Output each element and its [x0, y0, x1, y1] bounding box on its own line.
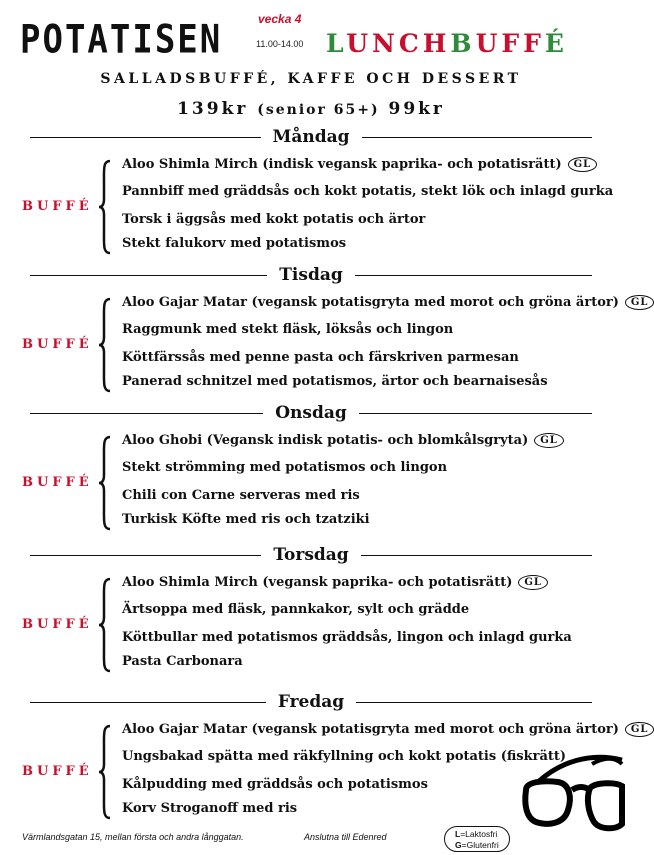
day-header — [30, 401, 592, 425]
address: Värmlandsgatan 15, mellan första och andra långgatan. — [22, 832, 244, 842]
title-letter: C — [398, 29, 423, 58]
menu-item-text: Aloo Shimla Mirch (vegansk paprika- och potatisrätt) — [122, 575, 513, 590]
menu-item — [122, 512, 370, 527]
divider-line — [356, 702, 592, 703]
price-senior-label: (senior 65+) — [257, 102, 380, 118]
menu-item — [122, 630, 572, 645]
legend-gluten — [455, 840, 509, 851]
menu-item-text: Panerad schnitzel med potatismos, ärtor och bearnaisesås — [122, 374, 548, 389]
menu-item — [122, 488, 360, 503]
divider-line — [362, 137, 593, 138]
divider-line — [361, 555, 592, 556]
legend-lactose — [455, 829, 509, 840]
menu-item-text: Chili con Carne serveras med ris — [122, 488, 360, 503]
gl-badge: GL — [518, 575, 548, 590]
day-header — [30, 690, 592, 714]
menu-item — [122, 460, 447, 475]
menu-item — [122, 295, 654, 310]
title-letter: N — [372, 29, 399, 58]
subtitle: SALLADSBUFFÉ, KAFFE OCH DESSERT — [100, 71, 522, 87]
menu-item — [122, 575, 548, 590]
menu-item-text: Köttfärssås med penne pasta och färskriven parmesan — [122, 350, 519, 365]
menu-item-text: Korv Stroganoff med ris — [122, 801, 298, 816]
gl-badge: GL — [568, 157, 598, 172]
title-letter: U — [475, 29, 502, 58]
menu-item — [122, 212, 425, 227]
opening-hours: 11.00-14.00 — [256, 39, 304, 49]
menu-item — [122, 374, 548, 389]
menu-item — [122, 433, 564, 448]
lunchbuffe-title — [326, 29, 568, 58]
potatisen-logo: POTATISEN — [20, 17, 223, 63]
edenred-note: Anslutna till Edenred — [304, 832, 387, 842]
menu-item-text: Turkisk Köfte med ris och tzatziki — [122, 512, 370, 527]
divider-line — [30, 275, 267, 276]
legend-l-key: L — [455, 829, 461, 839]
buffe-label: BUFFÉ — [22, 199, 93, 214]
divider-line — [30, 555, 261, 556]
glasses-illustration — [520, 742, 622, 834]
title-letter: É — [544, 29, 568, 58]
divider-line — [355, 275, 592, 276]
menu-item — [122, 722, 654, 737]
menu-item-text: Ärtsoppa med fläsk, pannkakor, sylt och grädde — [122, 602, 470, 617]
menu-item-text: Pannbiff med gräddsås och kokt potatis, stekt lök och inlagd gurka — [122, 184, 614, 199]
buffe-label: BUFFÉ — [22, 337, 93, 352]
legend-g-key: G — [455, 840, 462, 850]
title-letter: F — [523, 29, 545, 58]
brace-icon — [98, 724, 112, 820]
day-name: Tisdag — [279, 265, 343, 285]
divider-line — [30, 137, 261, 138]
menu-item-text: Aloo Shimla Mirch (indisk vegansk paprika- och potatisrätt) — [122, 157, 562, 172]
menu-item — [122, 654, 243, 669]
day-header — [30, 543, 592, 567]
day-name: Fredag — [277, 692, 345, 712]
day-name: Måndag — [272, 127, 350, 147]
week-label: vecka 4 — [258, 12, 302, 26]
menu-item-text: Aloo Gajar Matar (vegansk potatisgryta med morot och gröna ärtor) — [122, 295, 619, 310]
title-letter: F — [501, 29, 524, 58]
buffe-label: BUFFÉ — [22, 617, 93, 632]
menu-item-text: Ungsbakad spätta med räkfyllning och kokt potatis (fiskrätt) — [122, 749, 567, 764]
title-letter: U — [346, 29, 373, 58]
menu-item-text: Aloo Gajar Matar (vegansk potatisgryta med morot och gröna ärtor) — [122, 722, 619, 737]
title-letter: H — [422, 29, 451, 58]
brace-icon — [98, 159, 112, 255]
gl-badge: GL — [625, 722, 654, 737]
day-name: Onsdag — [275, 403, 347, 423]
divider-line — [30, 413, 263, 414]
allergy-legend — [444, 826, 510, 852]
menu-item-text: Aloo Ghobi (Vegansk indisk potatis- och blomkålsgryta) — [122, 433, 529, 448]
price-line — [0, 99, 622, 119]
legend-g-text: =Glutenfri — [461, 840, 499, 850]
legend-l-text: =Laktosfri — [460, 829, 498, 839]
menu-item — [122, 184, 613, 199]
menu-item — [122, 801, 297, 816]
price-main: 139kr — [177, 99, 249, 119]
menu-item — [122, 157, 597, 172]
day-name: Torsdag — [273, 545, 349, 565]
menu-item — [122, 236, 346, 251]
menu-item — [122, 602, 469, 617]
brace-icon — [98, 435, 112, 531]
menu-item-text: Raggmunk med stekt fläsk, löksås och lingon — [122, 322, 454, 337]
divider-line — [30, 702, 266, 703]
price-senior: 99kr — [388, 99, 445, 119]
menu-item-text: Stekt strömming med potatismos och lingon — [122, 460, 448, 475]
day-header — [30, 263, 592, 287]
gl-badge: GL — [625, 295, 654, 310]
menu-item — [122, 749, 566, 764]
gl-badge: GL — [534, 433, 564, 448]
buffe-label: BUFFÉ — [22, 764, 93, 779]
day-header — [30, 125, 592, 149]
menu-item-text: Köttbullar med potatismos gräddsås, lingon och inlagd gurka — [122, 630, 572, 645]
menu-item-text: Kålpudding med gräddsås och potatismos — [122, 777, 428, 792]
menu-item-text: Stekt falukorv med potatismos — [122, 236, 347, 251]
divider-line — [359, 413, 592, 414]
brace-icon — [98, 577, 112, 673]
menu-item — [122, 350, 519, 365]
buffe-label: BUFFÉ — [22, 475, 93, 490]
menu-item-text: Pasta Carbonara — [122, 654, 243, 669]
brace-icon — [98, 297, 112, 393]
menu-item — [122, 322, 453, 337]
title-letter: L — [326, 29, 347, 58]
menu-item-text: Torsk i äggsås med kokt potatis och ärtor — [122, 212, 426, 227]
title-letter: B — [450, 29, 476, 58]
menu-item — [122, 777, 428, 792]
